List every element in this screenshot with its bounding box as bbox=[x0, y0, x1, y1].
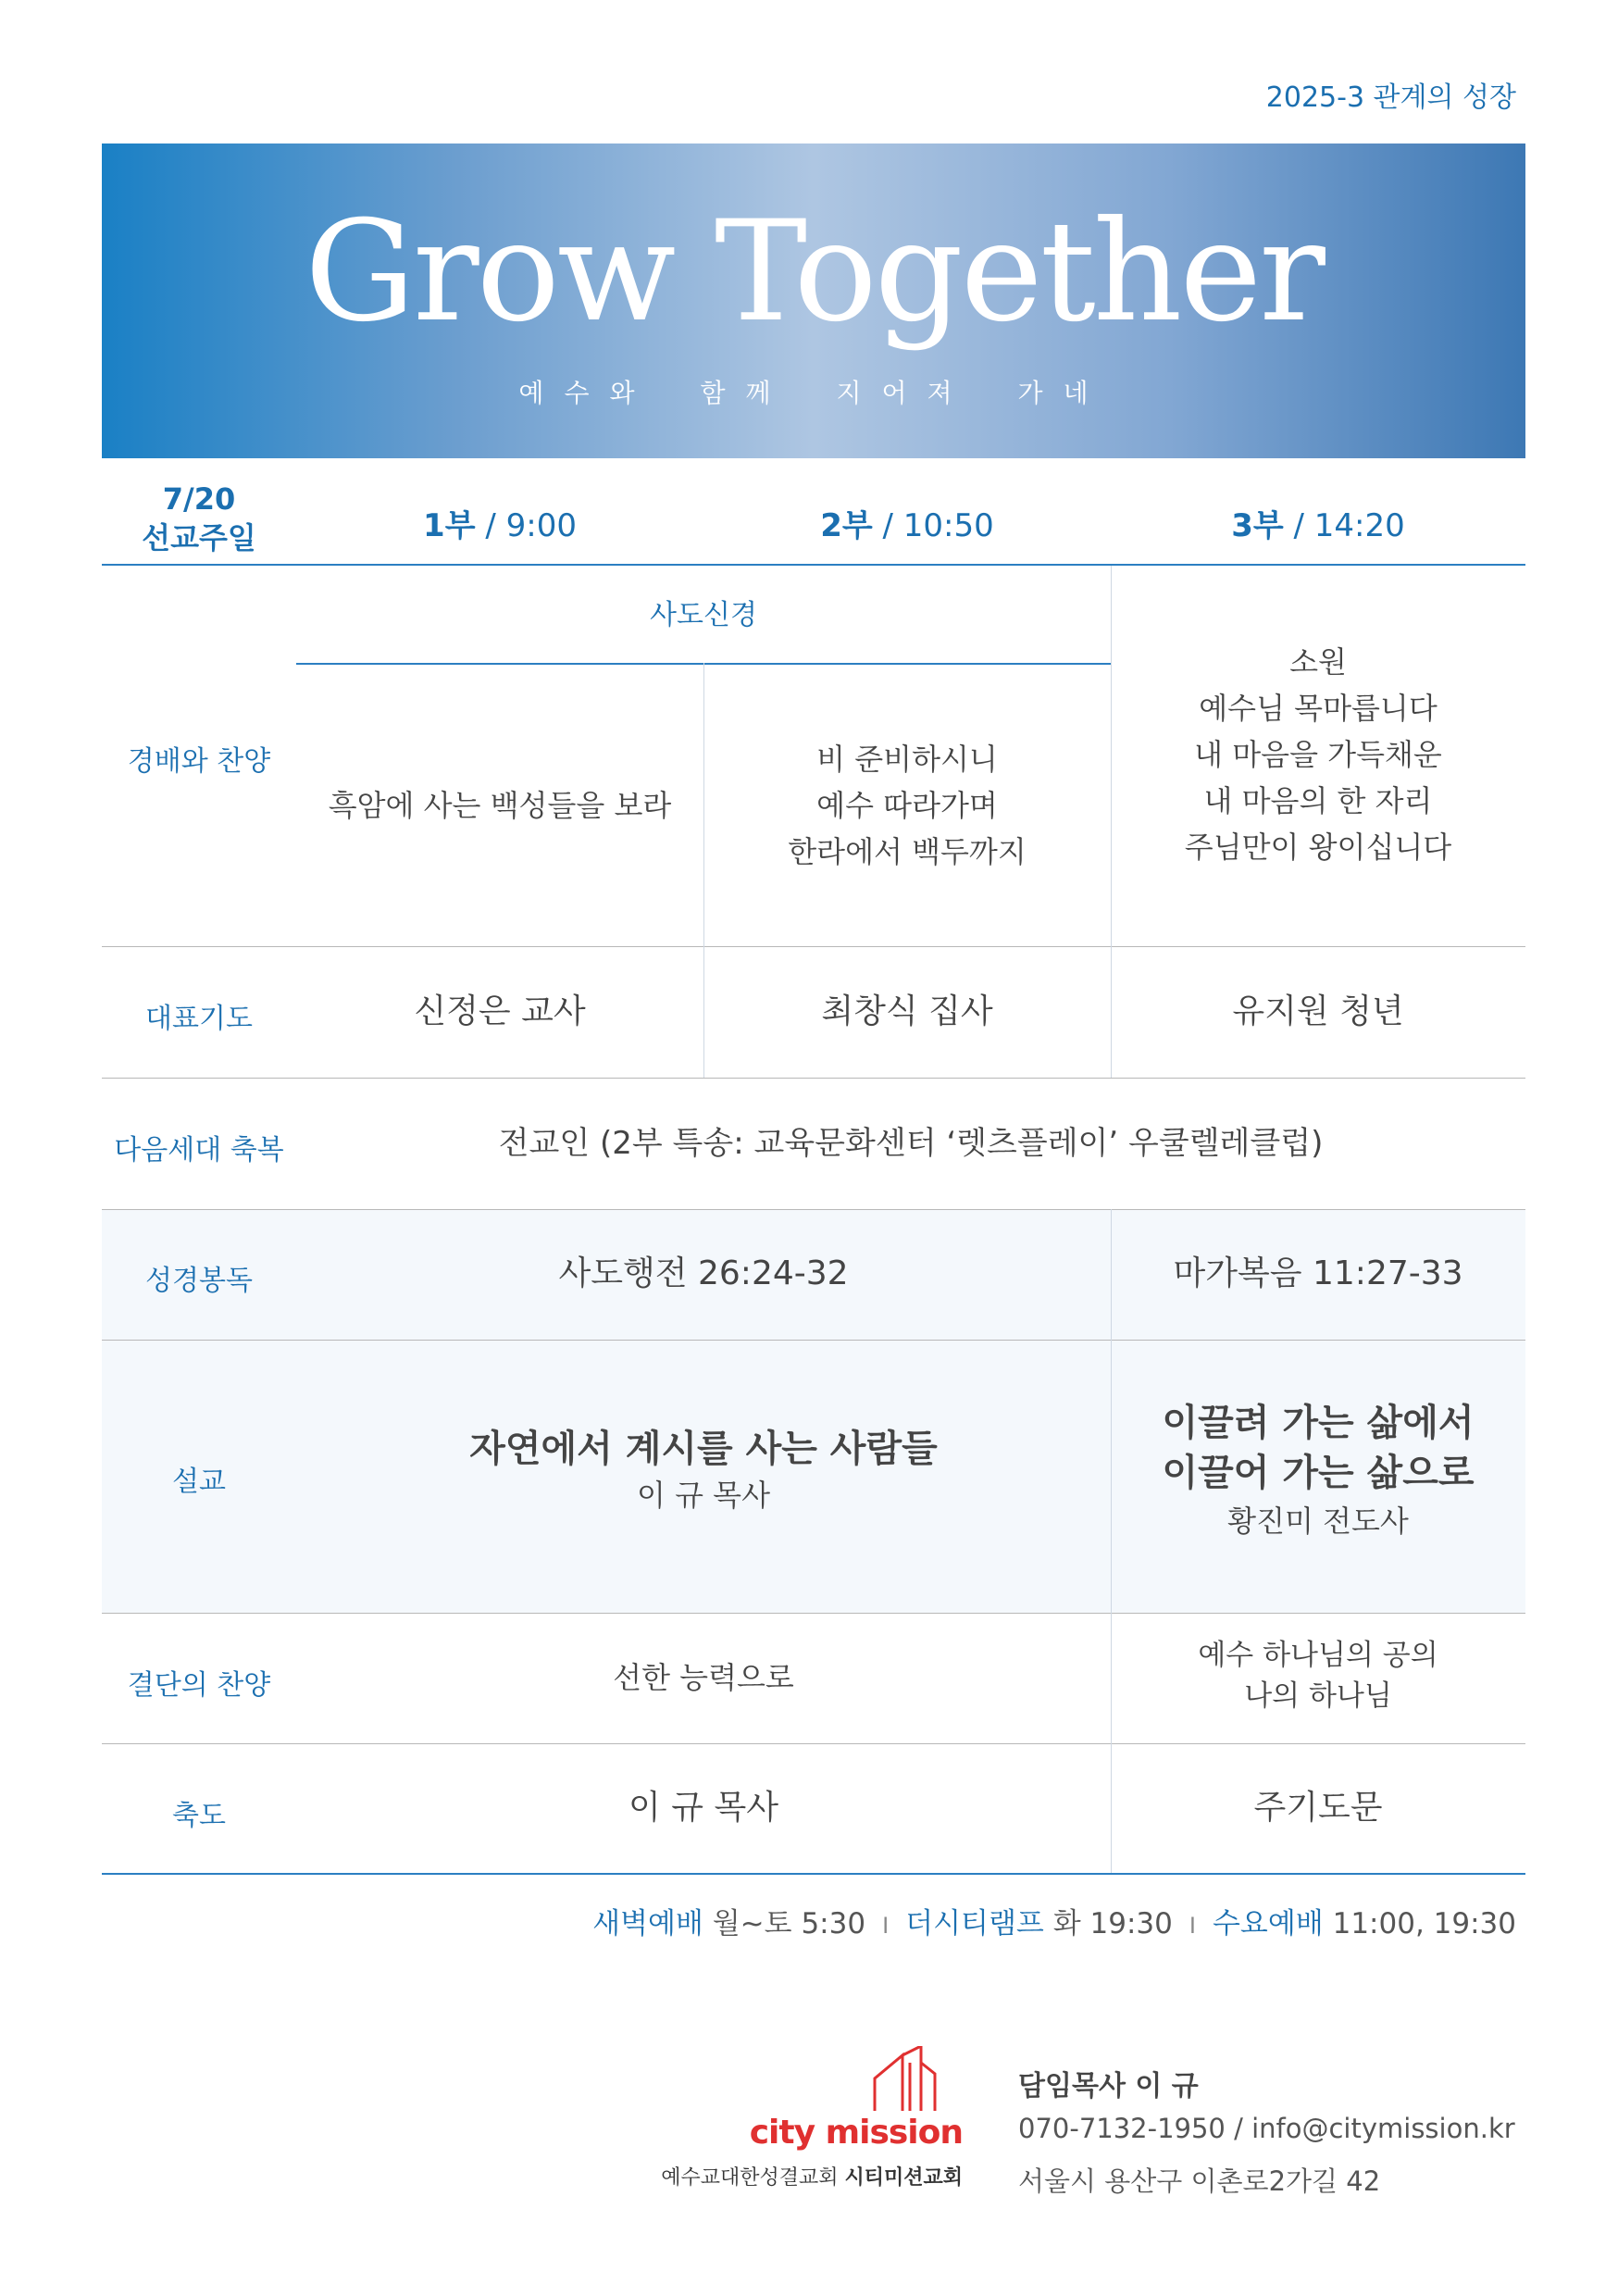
building-outline-icon bbox=[865, 2046, 967, 2115]
blessing-service-12: 이 규 목사 bbox=[629, 1789, 778, 1827]
service-2-header bbox=[703, 500, 1111, 545]
schedule-time: 화 19:30 bbox=[1052, 1907, 1173, 1940]
row-label-worship: 경배와 찬양 bbox=[127, 745, 271, 778]
table-bottom-divider bbox=[102, 1873, 1525, 1875]
nextgen-value: 전교인 (2부 특송: 교육문화센터 ‘렛츠플레이’ 우쿨렐레클럽) bbox=[498, 1125, 1324, 1162]
song: 비 준비하시니 bbox=[816, 742, 998, 777]
row-label-response: 결단의 찬양 bbox=[127, 1669, 271, 1702]
worship-service-2 bbox=[703, 736, 1111, 875]
sermon-title: 자연에서 계시를 사는 사람들 bbox=[469, 1428, 938, 1470]
schedule-separator: I bbox=[882, 1913, 890, 1939]
phone-email: 070-7132-1950 / info@citymission.kr bbox=[1018, 2113, 1515, 2144]
service-1-header bbox=[296, 500, 703, 545]
address: 서울시 용산구 이촌로2가길 42 bbox=[1018, 2165, 1381, 2197]
row-divider bbox=[102, 1078, 1525, 1079]
pastor-name: 담임목사 이 규 bbox=[1018, 2070, 1199, 2103]
service-time: / 14:20 bbox=[1283, 507, 1405, 544]
row-label-blessing: 축도 bbox=[172, 1800, 226, 1832]
blessing-service-3: 주기도문 bbox=[1253, 1789, 1383, 1827]
song: 예수 따라가며 bbox=[816, 788, 998, 823]
sermon-service-3 bbox=[1111, 1398, 1525, 1544]
schedule-separator: I bbox=[1189, 1913, 1196, 1939]
song: 내 마음을 가득채운 bbox=[1194, 737, 1442, 772]
schedule-name: 새벽예배 bbox=[592, 1907, 703, 1940]
banner-subtitle: 예수와 함께 지어져 가네 bbox=[518, 378, 1109, 408]
row-divider bbox=[102, 1743, 1525, 1744]
schedule-time: 11:00, 19:30 bbox=[1332, 1907, 1516, 1940]
schedule-name: 더시티램프 bbox=[905, 1907, 1044, 1940]
song: 나의 하나님 bbox=[1244, 1679, 1392, 1713]
service-time: / 9:00 bbox=[475, 507, 577, 544]
row-divider bbox=[102, 1340, 1525, 1341]
row-label-sermon: 설교 bbox=[172, 1466, 226, 1498]
prayer-service-1: 신정은 교사 bbox=[414, 992, 586, 1030]
sermon-speaker: 이 규 목사 bbox=[637, 1478, 770, 1513]
prayer-service-2: 최창식 집사 bbox=[821, 992, 993, 1030]
row-divider bbox=[102, 1209, 1525, 1210]
song: 예수 하나님의 공의 bbox=[1198, 1639, 1438, 1672]
schedule-time: 월~토 5:30 bbox=[712, 1907, 866, 1940]
series-title: 2025-3 관계의 성장 bbox=[1265, 81, 1516, 114]
church-name bbox=[648, 2162, 963, 2190]
header-divider bbox=[102, 564, 1525, 566]
service-name: 1부 bbox=[423, 507, 476, 544]
row-divider bbox=[102, 946, 1525, 947]
song: 소원 bbox=[1289, 644, 1347, 680]
schedule-name: 수요예배 bbox=[1212, 1907, 1324, 1940]
reading-service-3: 마가복음 11:27-33 bbox=[1173, 1254, 1463, 1292]
service-name: 2부 bbox=[820, 507, 873, 544]
row-label-reading: 성경봉독 bbox=[145, 1265, 253, 1297]
denomination: 예수교대한성결교회 bbox=[661, 2166, 839, 2190]
reading-service-12: 사도행전 26:24-32 bbox=[558, 1254, 849, 1292]
sunday-name: 선교주일 bbox=[142, 520, 256, 555]
response-service-12: 선한 능력으로 bbox=[613, 1660, 794, 1695]
song: 한라에서 백두까지 bbox=[788, 834, 1027, 869]
banner-title: Grow Together bbox=[305, 192, 1323, 353]
prayer-service-3: 유지원 청년 bbox=[1232, 992, 1404, 1030]
logo-text: city mission bbox=[749, 2114, 963, 2152]
creed: 사도신경 bbox=[650, 599, 757, 631]
song: 내 마음의 한 자리 bbox=[1203, 783, 1433, 818]
sermon-title-line: 이끌어 가는 삶으로 bbox=[1162, 1452, 1475, 1494]
date: 7/20 bbox=[162, 481, 236, 517]
weekly-schedule bbox=[592, 1900, 1516, 1941]
response-service-3 bbox=[1111, 1635, 1525, 1716]
worship-service-3 bbox=[1111, 639, 1525, 870]
row-divider bbox=[102, 1613, 1525, 1614]
song: 예수님 목마릅니다 bbox=[1199, 691, 1438, 726]
sermon-title-line: 이끌려 가는 삶에서 bbox=[1162, 1402, 1475, 1444]
row-label-prayer: 대표기도 bbox=[145, 1003, 253, 1035]
title-banner bbox=[102, 144, 1525, 458]
church-name-bold: 시티미션교회 bbox=[844, 2166, 963, 2190]
service-date bbox=[102, 480, 296, 557]
sermon-speaker: 황진미 전도사 bbox=[1227, 1504, 1409, 1539]
service-3-header bbox=[1111, 500, 1525, 545]
song: 주님만이 왕이십니다 bbox=[1184, 830, 1452, 865]
worship-service-1: 흑암에 사는 백성들을 보라 bbox=[328, 788, 672, 823]
row-label-nextgen: 다음세대 축복 bbox=[114, 1134, 284, 1167]
sermon-service-12 bbox=[296, 1426, 1111, 1518]
service-time: / 10:50 bbox=[872, 507, 994, 544]
service-name: 3부 bbox=[1231, 507, 1284, 544]
